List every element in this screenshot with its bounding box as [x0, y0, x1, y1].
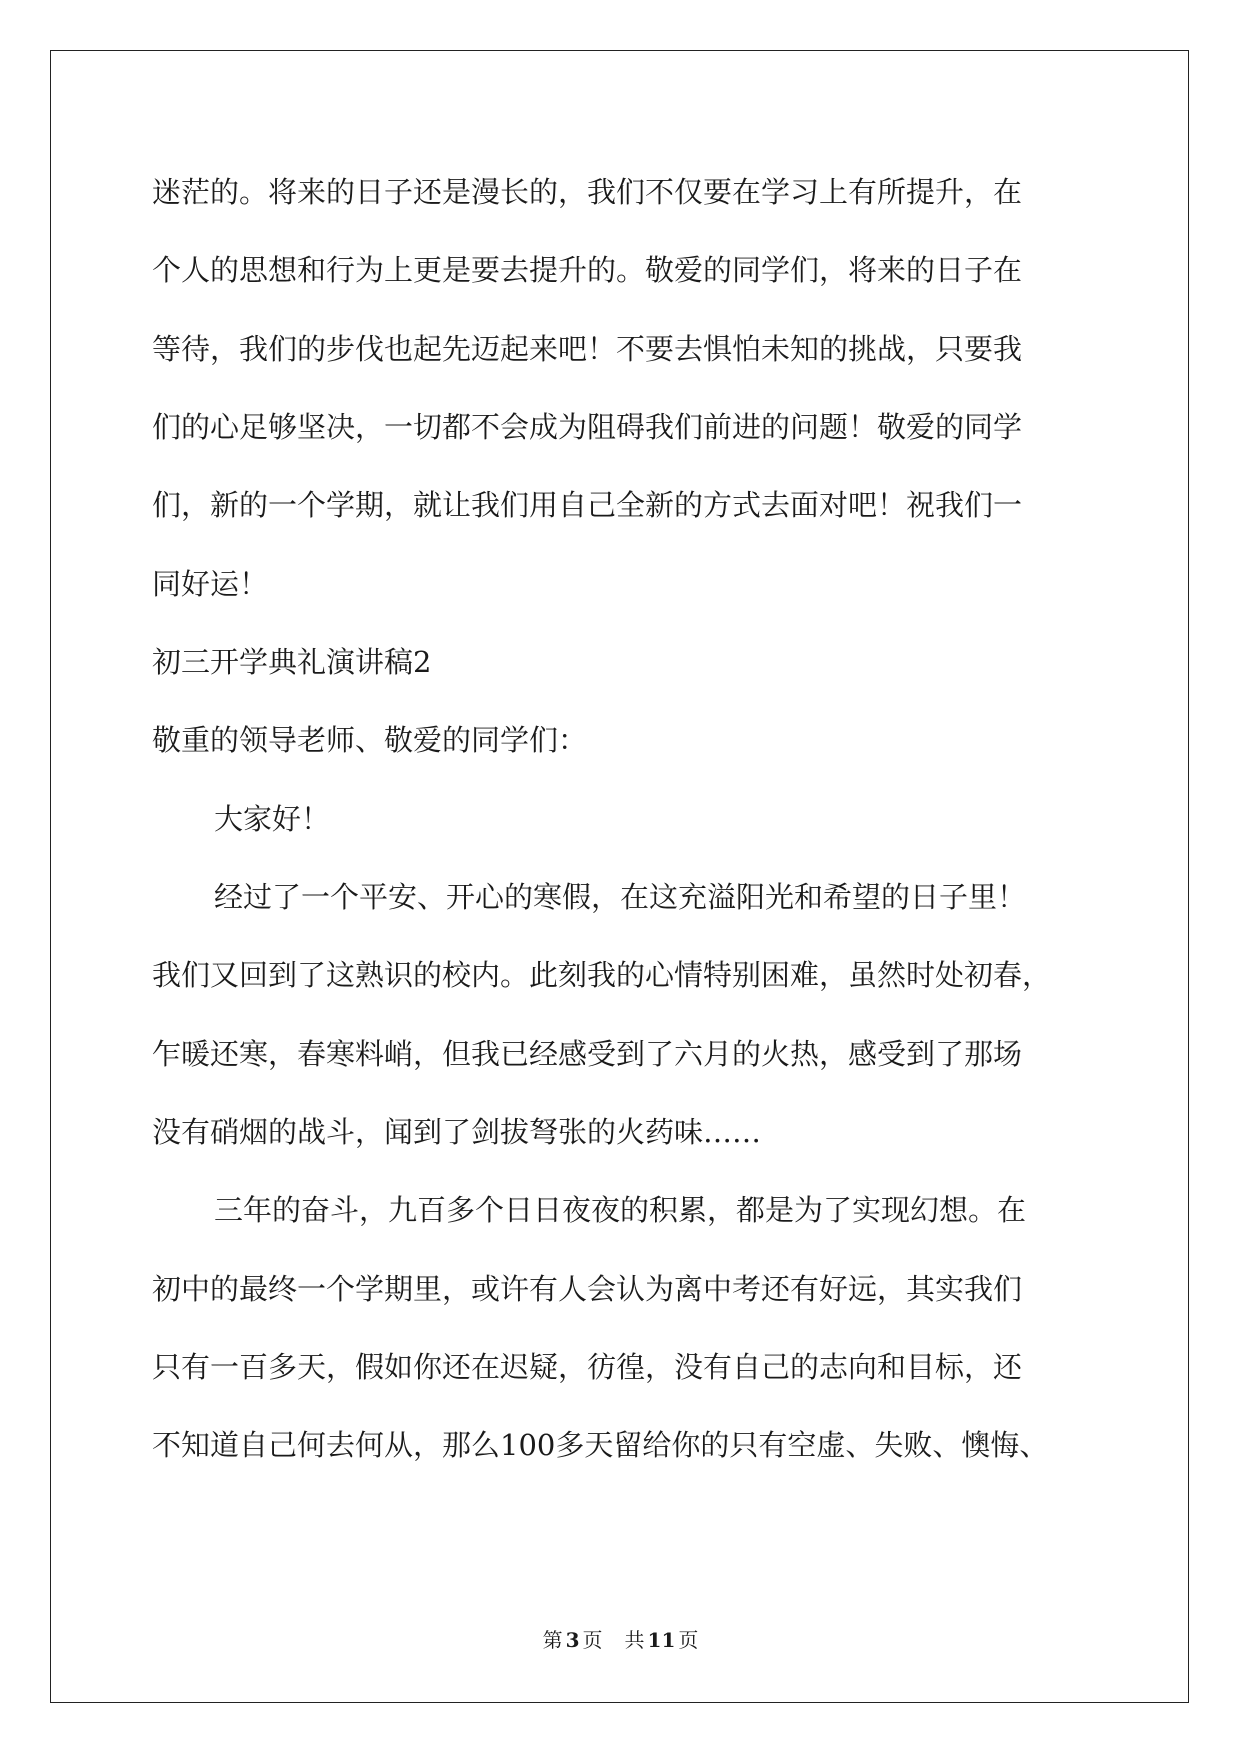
body-text-line: 三年的奋斗，九百多个日日夜夜的积累，都是为了实现幻想。在: [214, 1193, 1027, 1227]
salutation: 敬重的领导老师、敬爱的同学们：: [152, 723, 588, 757]
body-text-line: 初中的最终一个学期里，或许有人会认为离中考还有好远，其实我们: [152, 1272, 1023, 1306]
section-heading: 初三开学典礼演讲稿2: [152, 645, 432, 679]
body-text-line: 乍暖还寒，春寒料峭，但我已经感受到了六月的火热，感受到了那场: [152, 1037, 1023, 1071]
page-footer: [0, 1626, 1241, 1654]
body-text-line: 个人的思想和行为上更是要去提升的。敬爱的同学们，将来的日子在: [152, 253, 1023, 287]
body-text-line: 没有硝烟的战斗，闻到了剑拔弩张的火药味……: [152, 1115, 762, 1149]
body-text-line: 同好运！: [152, 567, 269, 601]
body-text-line: 经过了一个平安、开心的寒假，在这充溢阳光和希望的日子里！: [214, 880, 1027, 914]
footer-page-suffix: 页: [582, 1628, 603, 1652]
body-text-line: 不知道自己何去何从，那么100多天留给你的只有空虚、失败、懊悔、: [152, 1428, 1049, 1462]
body-text-line: 只有一百多天，假如你还在迟疑，彷徨，没有自己的志向和目标，还: [152, 1350, 1023, 1384]
footer-page-prefix: 第: [542, 1628, 563, 1652]
body-text-line: 们，新的一个学期，就让我们用自己全新的方式去面对吧！祝我们一: [152, 488, 1023, 522]
body-text-line: 等待，我们的步伐也起先迈起来吧！不要去惧怕未知的挑战，只要我: [152, 332, 1023, 366]
footer-page-number: 3: [565, 1628, 580, 1652]
footer-total-suffix: 页: [678, 1628, 699, 1652]
greeting: 大家好！: [214, 802, 331, 836]
body-text-line: 们的心足够坚决，一切都不会成为阻碍我们前进的问题！敬爱的同学: [152, 410, 1023, 444]
footer-total-pages: 11: [647, 1628, 676, 1652]
body-text-line: 迷茫的。将来的日子还是漫长的，我们不仅要在学习上有所提升，在: [152, 175, 1023, 209]
footer-total-prefix: 共: [624, 1628, 645, 1652]
body-text-line: 我们又回到了这熟识的校内。此刻我的心情特别困难，虽然时处初春，: [152, 958, 1052, 992]
